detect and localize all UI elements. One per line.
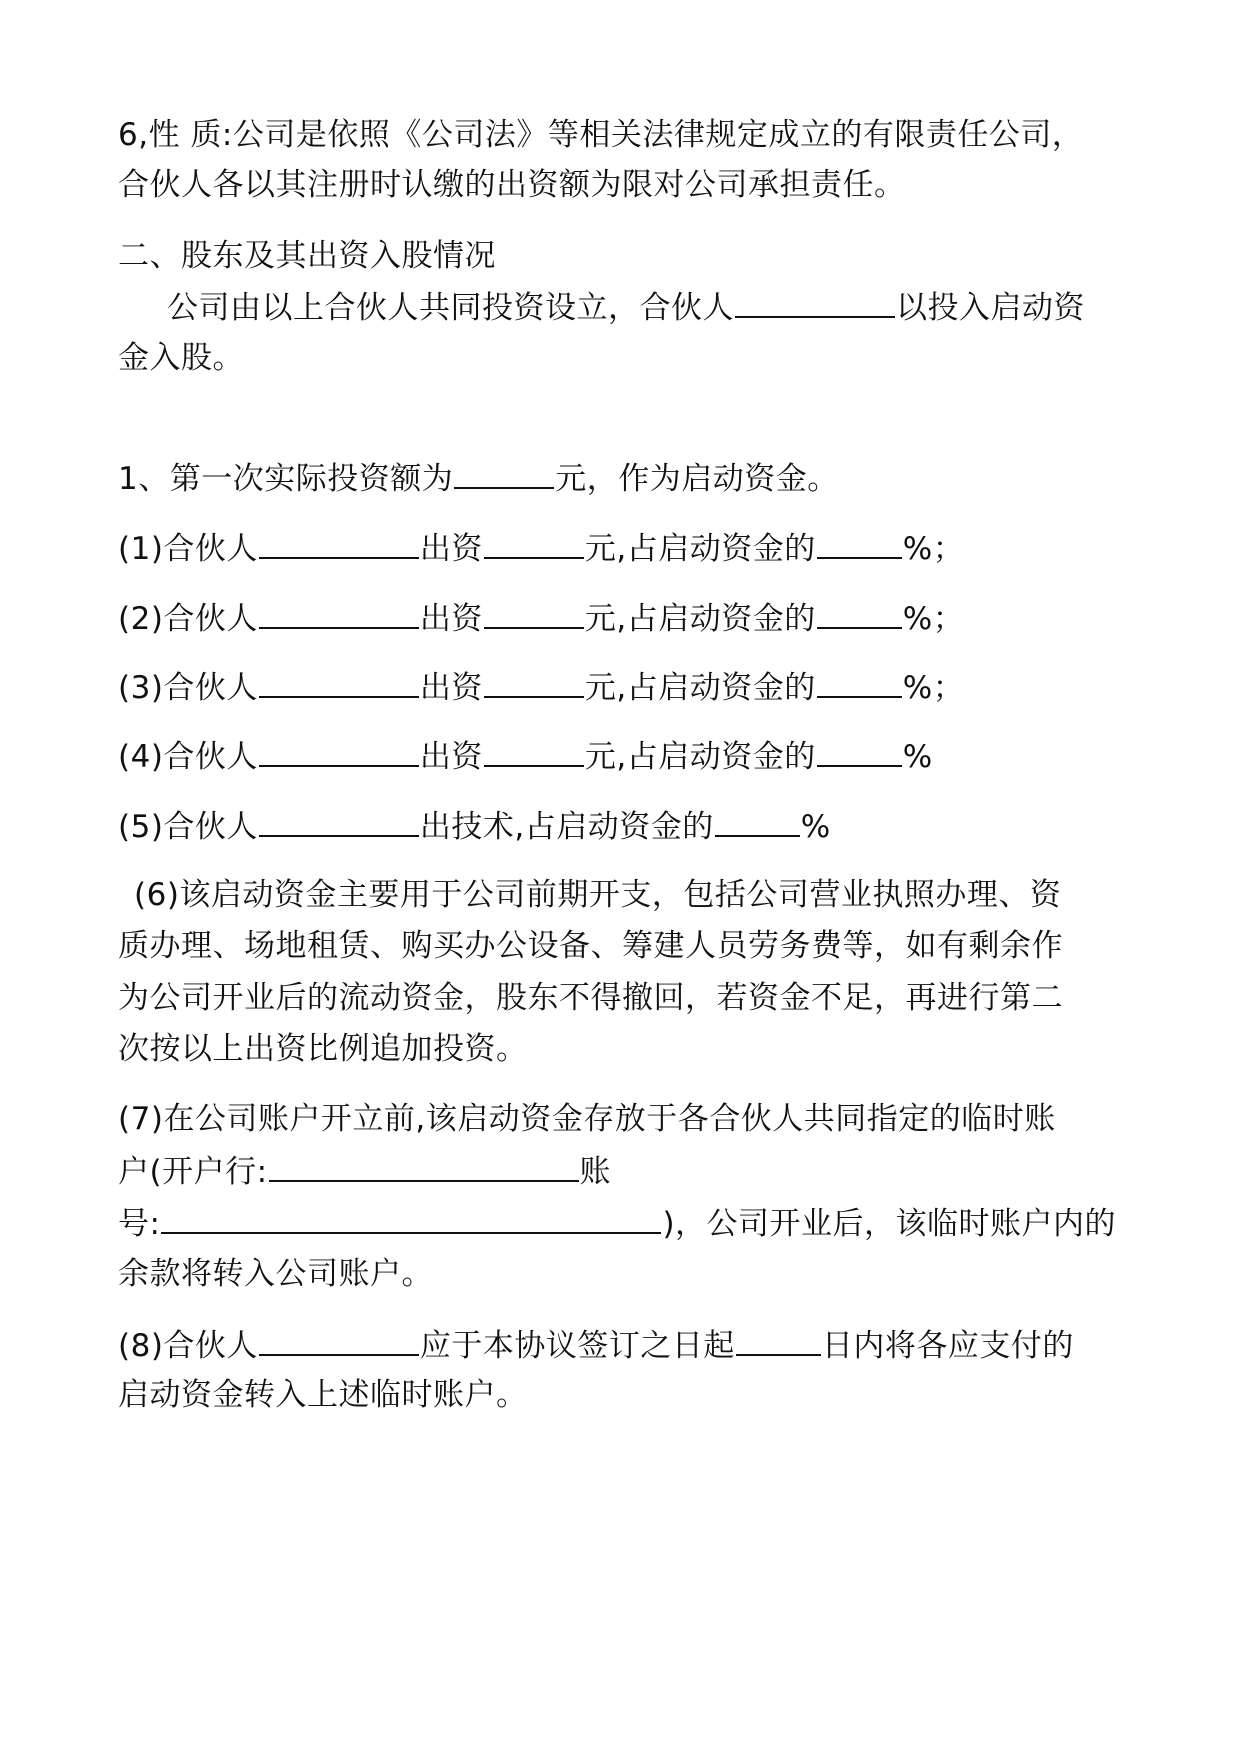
partner-line-4 — [118, 735, 933, 777]
partner-name-blank[interactable] — [259, 527, 419, 559]
partner-percent-blank[interactable] — [817, 527, 902, 559]
section2-heading: 二、股东及其出资入股情况 — [118, 238, 496, 274]
partner-amount-blank[interactable] — [484, 666, 584, 698]
para7-line3 — [118, 1202, 1116, 1244]
partner-end: %； — [902, 601, 965, 637]
partner-name-blank[interactable] — [259, 805, 419, 837]
partner-percent-blank[interactable] — [817, 735, 902, 767]
bank-blank[interactable] — [269, 1150, 579, 1182]
section2-intro-line2: 金入股。 — [118, 340, 244, 376]
para6-line2: 质办理、场地租赁、购买办公设备、筹建人员劳务费等，如有剩余作 — [118, 928, 1063, 964]
partner-amount-blank[interactable] — [484, 735, 584, 767]
partner-unit-label: 元,占启动资金的 — [584, 531, 816, 567]
account-label-a: 账 — [579, 1154, 612, 1190]
para8-text-b: 应于本协议签订之日起 — [419, 1328, 735, 1364]
para7-line4: 余款将转入公司账户。 — [118, 1256, 433, 1292]
item1-line — [118, 457, 839, 499]
partner-contrib-label: 出资 — [419, 531, 483, 567]
partner-contrib-label: 出资 — [419, 601, 483, 637]
item1-suffix: 元，作为启动资金。 — [555, 461, 839, 497]
clause6-line1: 6,性 质:公司是依照《公司法》等相关法律规定成立的有限责任公司， — [118, 117, 1084, 153]
item1-prefix: 1、第一次实际投资额为 — [118, 461, 454, 497]
partner-name-blank[interactable] — [259, 666, 419, 698]
bank-label: 户(开户行: — [118, 1154, 268, 1190]
para6-line1: (6)该启动资金主要用于公司前期开支，包括公司营业执照办理、资 — [134, 877, 1062, 913]
days-blank[interactable] — [736, 1324, 821, 1356]
partner-line-5 — [118, 805, 831, 847]
partner-end: %； — [902, 670, 965, 706]
partner-percent-blank[interactable] — [817, 597, 902, 629]
partner-label: (5)合伙人 — [118, 809, 258, 845]
partner-end: % — [800, 809, 831, 845]
partner-name-blank[interactable] — [735, 286, 895, 318]
section2-intro — [167, 286, 1085, 328]
intro-text-b: 以投入启动资 — [896, 290, 1085, 326]
intro-text-a: 公司由以上合伙人共同投资设立，合伙人 — [167, 290, 734, 326]
para8-text-c: 日内将各应支付的 — [821, 1328, 1074, 1364]
partner-percent-blank[interactable] — [817, 666, 902, 698]
partner-amount-blank[interactable] — [484, 597, 584, 629]
para8-line1 — [118, 1324, 1074, 1366]
partner-line-2 — [118, 597, 964, 639]
account-label-b: 号: — [118, 1206, 161, 1242]
partner-label: (1)合伙人 — [118, 531, 258, 567]
clause6-line2: 合伙人各以其注册时认缴的出资额为限对公司承担责任。 — [118, 167, 906, 203]
para8-line2: 启动资金转入上述临时账户。 — [118, 1377, 528, 1413]
partner-name-blank[interactable] — [259, 1324, 419, 1356]
partner-percent-blank[interactable] — [715, 805, 800, 837]
partner-name-blank[interactable] — [259, 597, 419, 629]
partner-line-3 — [118, 666, 964, 708]
partner-contrib-label: 出资 — [419, 670, 483, 706]
para8-label: (8)合伙人 — [118, 1328, 258, 1364]
partner5-text: 出技术,占启动资金的 — [419, 809, 714, 845]
partner-label: (3)合伙人 — [118, 670, 258, 706]
partner-end: %； — [902, 531, 965, 567]
para7-line3-text: )，公司开业后，该临时账户内的 — [662, 1206, 1117, 1242]
para7-line2 — [118, 1150, 611, 1192]
para6-line3: 为公司开业后的流动资金，股东不得撤回，若资金不足，再进行第二 — [118, 980, 1063, 1016]
partner-unit-label: 元,占启动资金的 — [584, 670, 816, 706]
partner-label: (2)合伙人 — [118, 601, 258, 637]
partner-end: % — [902, 739, 933, 775]
account-number-blank[interactable] — [161, 1202, 661, 1234]
partner-name-blank[interactable] — [259, 735, 419, 767]
para7-line1: (7)在公司账户开立前,该启动资金存放于各合伙人共同指定的临时账 — [118, 1101, 1056, 1137]
partner-line-1 — [118, 527, 964, 569]
para6-line4: 次按以上出资比例追加投资。 — [118, 1031, 528, 1067]
investment-amount-blank[interactable] — [454, 457, 554, 489]
partner-unit-label: 元,占启动资金的 — [584, 739, 816, 775]
partner-label: (4)合伙人 — [118, 739, 258, 775]
partner-amount-blank[interactable] — [484, 527, 584, 559]
partner-contrib-label: 出资 — [419, 739, 483, 775]
partner-unit-label: 元,占启动资金的 — [584, 601, 816, 637]
